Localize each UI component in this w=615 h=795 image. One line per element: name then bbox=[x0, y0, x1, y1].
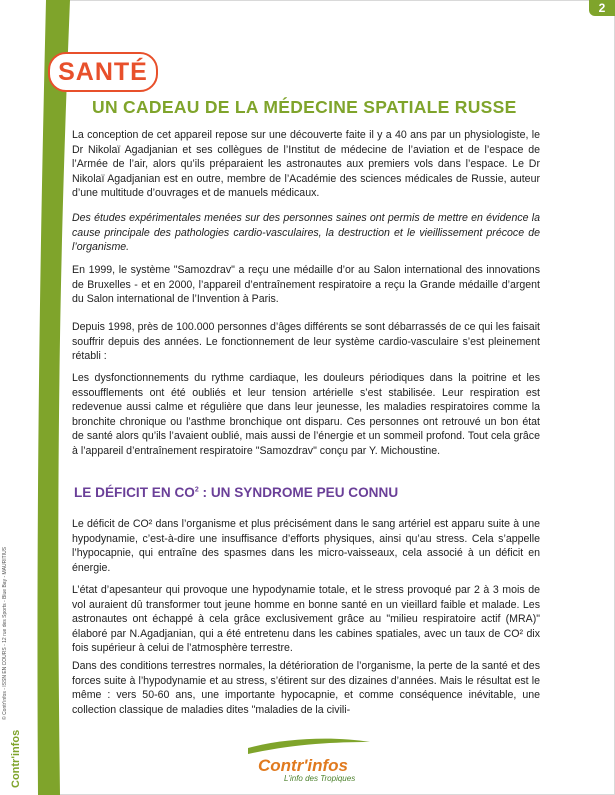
paragraph-1: La conception de cet appareil repose sur une découverte faite il y a 40 ans par un physiologiste, le Dr Nikolaï Agadjanian et ses collègues de l’Institut de médecine de l’aviation et de l’espace de l’Armée de l’air, alors qu’ils préparaient les astronautes aux premiers vols dans l’espace. Le Dr Nikolaï Agadjanian est en outre, membre de l’Académie des sciences médicales de Russie, auteur d’une multitude d’ouvrages et de manuels médicaux. bbox=[72, 129, 540, 200]
page-number: 2 bbox=[589, 0, 615, 16]
paragraph-5: Les dysfonctionnements du rythme cardiaque, les douleurs périodiques dans la poitrine et les essoufflements ont été oubliés et leur tension artérielle s’est stabilisée. Leur respiration est redevenue aussi calme et régulière que dans leur jeunesse, les maladies respiratoires comme la bronchite chronique ou l’asthme bronchique ont disparu. Ces personnes ont retrouvé un bon état de santé alors qu’ils l’avaient oublié, mais aussi de l’énergie et un sommeil profond. Tout cela grâce à l’appareil d’entraînement respiratoire "Samozdrav" conçu par Y. Michoustine. bbox=[72, 372, 540, 457]
paragraph-3: En 1999, le système "Samozdrav" a reçu une médaille d’or au Salon international des innovations de Bruxelles - et en 2000, l’appareil d’entraînement respiratoire a reçu la Grande médaille d’argent du Salon international de l’Invention à Paris. bbox=[72, 264, 540, 306]
section-tag: SANTÉ bbox=[48, 52, 158, 92]
article-title: UN CADEAU DE LA MÉDECINE SPATIALE RUSSE bbox=[92, 97, 517, 117]
paragraph-8: Dans des conditions terrestres normales, la détérioration de l’organisme, la perte de la santé et des forces suite à l’hypodynamie et au stress, s’étirent sur des dizaines d’années. Mais le résultat est le même : vers 50-60 ans, une importante hypocapnie, et comme conséquence inévitable, une collection classique de maladies dites "maladies de la civili- bbox=[72, 660, 540, 716]
bottom-logo bbox=[244, 736, 374, 786]
subtitle-main: LE DÉFICIT EN CO bbox=[74, 485, 195, 500]
side-logo-text: Contr'infos bbox=[10, 729, 22, 788]
side-credit-text: © Contr'infos - ISSN EN COURS - 12 rue des Sports - Blue Bay - MAURITIUS bbox=[2, 546, 8, 720]
paragraph-6: Le déficit de CO² dans l’organisme et plus précisément dans le sang artériel est apparu suite à une hypodynamie, c’est-à-dire une insuffisance d’efforts physiques, ainsi qu’au stress. Cela s’appelle l’hypocapnie, qui entraîne des spasmes dans les micro-vaisseaux, cela associé à un déficit en énergie. bbox=[72, 518, 540, 574]
paragraph-2: Des études expérimentales menées sur des personnes saines ont permis de mettre en évidence la cause principale des pathologies cardio-vasculaires, la destruction et le vieillissement précoce de l’organisme. bbox=[72, 212, 540, 254]
green-side-band bbox=[0, 0, 80, 795]
subtitle-rest: : UN SYNDROME PEU CONNU bbox=[198, 485, 399, 500]
side-credit bbox=[2, 480, 12, 720]
logo-name: Contr'infos bbox=[258, 756, 348, 775]
subtitle-sup: 2 bbox=[194, 486, 199, 494]
logo-tagline: L'info des Tropiques bbox=[284, 774, 356, 783]
paragraph-7: L’état d’apesanteur qui provoque une hypodynamie totale, et le stress provoqué par 2 à 3 mois de vol auraient dû transformer tout jeune homme en bonne santé en un vieillard faible et malade. Les astronautes ont échappé à cela grâce exclusivement grâce au "milieu respiratoire actif (MRA)" élaboré par N.Agadjanian, qui a été entretenu dans les cabines spatiales, avec un taux de CO² dix fois supérieur à celui de l’atmosphère terrestre. bbox=[72, 584, 540, 655]
section-subtitle bbox=[74, 485, 544, 500]
paragraph-4: Depuis 1998, près de 100.000 personnes d’âges différents se sont débarrassés de ce qui les faisait souffrir depuis des années. Le fonctionnement de leur système cardio-vasculaire s’est pleinement rétabli : bbox=[72, 321, 540, 363]
side-logo bbox=[10, 729, 30, 788]
